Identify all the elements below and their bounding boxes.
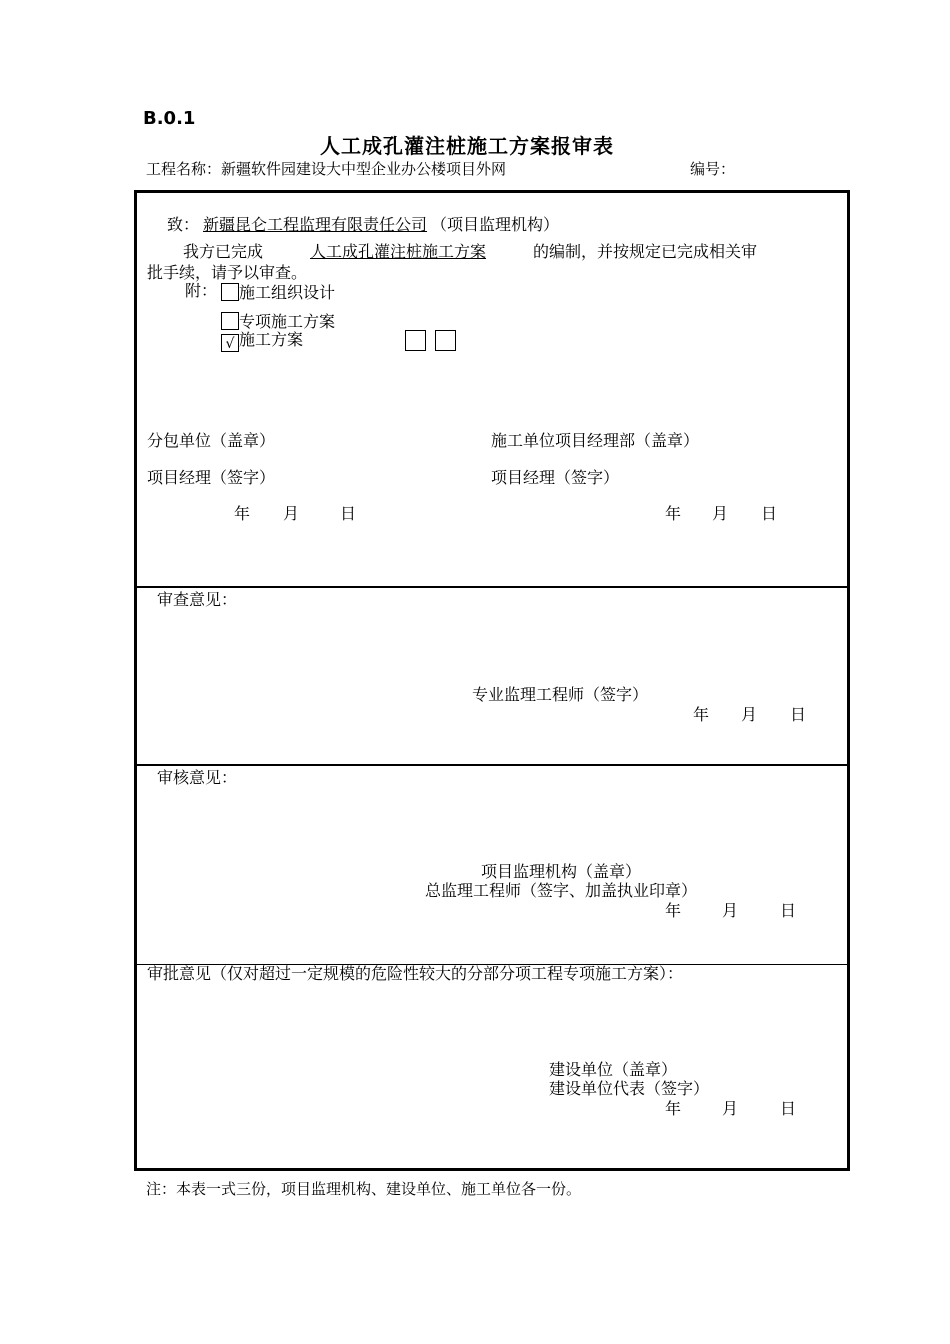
contractor-pm-sign: 项目经理（签字） bbox=[491, 468, 620, 487]
section-divider-1 bbox=[137, 586, 847, 588]
attachment-special-plan bbox=[221, 312, 335, 330]
project-name-label: 工程名称： bbox=[146, 160, 222, 178]
subcontractor-pm-sign: 项目经理（签字） bbox=[147, 468, 276, 487]
date-left-year: 年 bbox=[234, 504, 251, 523]
audit-date-month: 月 bbox=[722, 901, 739, 920]
extra-checkbox-2[interactable] bbox=[435, 330, 456, 351]
project-name-value: 新疆软件园建设大中型企业办公楼项目外网 bbox=[221, 160, 507, 178]
attachment-label: 附： bbox=[185, 281, 218, 300]
date-left-month: 月 bbox=[283, 504, 300, 523]
audit-date-year: 年 bbox=[665, 901, 682, 920]
checkbox-construction-org-design[interactable] bbox=[221, 283, 239, 301]
review-opinion-title: 审查意见： bbox=[157, 590, 238, 609]
statement-prefix: 我方已完成 bbox=[183, 242, 264, 261]
footnote: 注：本表一式三份，项目监理机构、建设单位、施工单位各一份。 bbox=[146, 1180, 582, 1198]
attachment-label-3: 施工方案 bbox=[239, 330, 304, 349]
attachment-construction-org-design bbox=[221, 283, 335, 301]
date-right-month: 月 bbox=[712, 504, 729, 523]
owner-rep-sign: 建设单位代表（签字） bbox=[549, 1079, 710, 1098]
chief-engineer-sign: 总监理工程师（签字、加盖执业印章） bbox=[425, 881, 698, 900]
form-table bbox=[134, 190, 850, 1171]
audit-date-day: 日 bbox=[780, 901, 797, 920]
addressee-prefix: 致： bbox=[167, 215, 200, 234]
statement-suffix: 的编制，并按规定已完成相关审 bbox=[533, 242, 758, 261]
extra-checkbox-1[interactable] bbox=[405, 330, 426, 351]
statement-line-2: 批手续，请予以审查。 bbox=[147, 263, 308, 282]
section-divider-2 bbox=[137, 764, 847, 766]
approval-date-year: 年 bbox=[665, 1099, 682, 1118]
date-left-day: 日 bbox=[340, 504, 357, 523]
form-code: B.0.1 bbox=[143, 108, 196, 129]
review-date-year: 年 bbox=[693, 705, 710, 724]
audit-opinion-title: 审核意见： bbox=[157, 768, 238, 787]
addressee-line bbox=[167, 217, 559, 233]
specialist-engineer-sign: 专业监理工程师（签字） bbox=[472, 685, 649, 704]
form-title: 人工成孔灌注桩施工方案报审表 bbox=[320, 134, 614, 158]
contractor-seal: 施工单位项目经理部（盖章） bbox=[491, 431, 700, 450]
statement-item: 人工成孔灌注桩施工方案 bbox=[310, 242, 487, 261]
addressee-suffix: （项目监理机构） bbox=[431, 215, 560, 234]
review-date-month: 月 bbox=[741, 705, 758, 724]
approval-opinion-title: 审批意见（仅对超过一定规模的危险性较大的分部分项工程专项施工方案）： bbox=[147, 964, 684, 983]
approval-date-day: 日 bbox=[780, 1099, 797, 1118]
serial-number-label: 编号： bbox=[690, 160, 736, 178]
date-right-day: 日 bbox=[761, 504, 778, 523]
owner-seal: 建设单位（盖章） bbox=[549, 1060, 678, 1079]
attachment-label-2: 专项施工方案 bbox=[239, 312, 336, 331]
extra-checkboxes bbox=[405, 330, 456, 351]
checkbox-construction-plan[interactable]: √ bbox=[221, 334, 239, 352]
submission-statement bbox=[183, 244, 757, 260]
project-name-line bbox=[146, 162, 506, 177]
subcontractor-seal: 分包单位（盖章） bbox=[147, 431, 276, 450]
date-right-year: 年 bbox=[665, 504, 682, 523]
addressee-org: 新疆昆仑工程监理有限责任公司 bbox=[203, 215, 428, 234]
review-date-day: 日 bbox=[790, 705, 807, 724]
supervision-org-seal: 项目监理机构（盖章） bbox=[481, 862, 642, 881]
attachment-construction-plan bbox=[221, 332, 303, 352]
checkbox-special-plan[interactable] bbox=[221, 312, 239, 330]
attachment-label-1: 施工组织设计 bbox=[239, 283, 336, 302]
approval-date-month: 月 bbox=[722, 1099, 739, 1118]
